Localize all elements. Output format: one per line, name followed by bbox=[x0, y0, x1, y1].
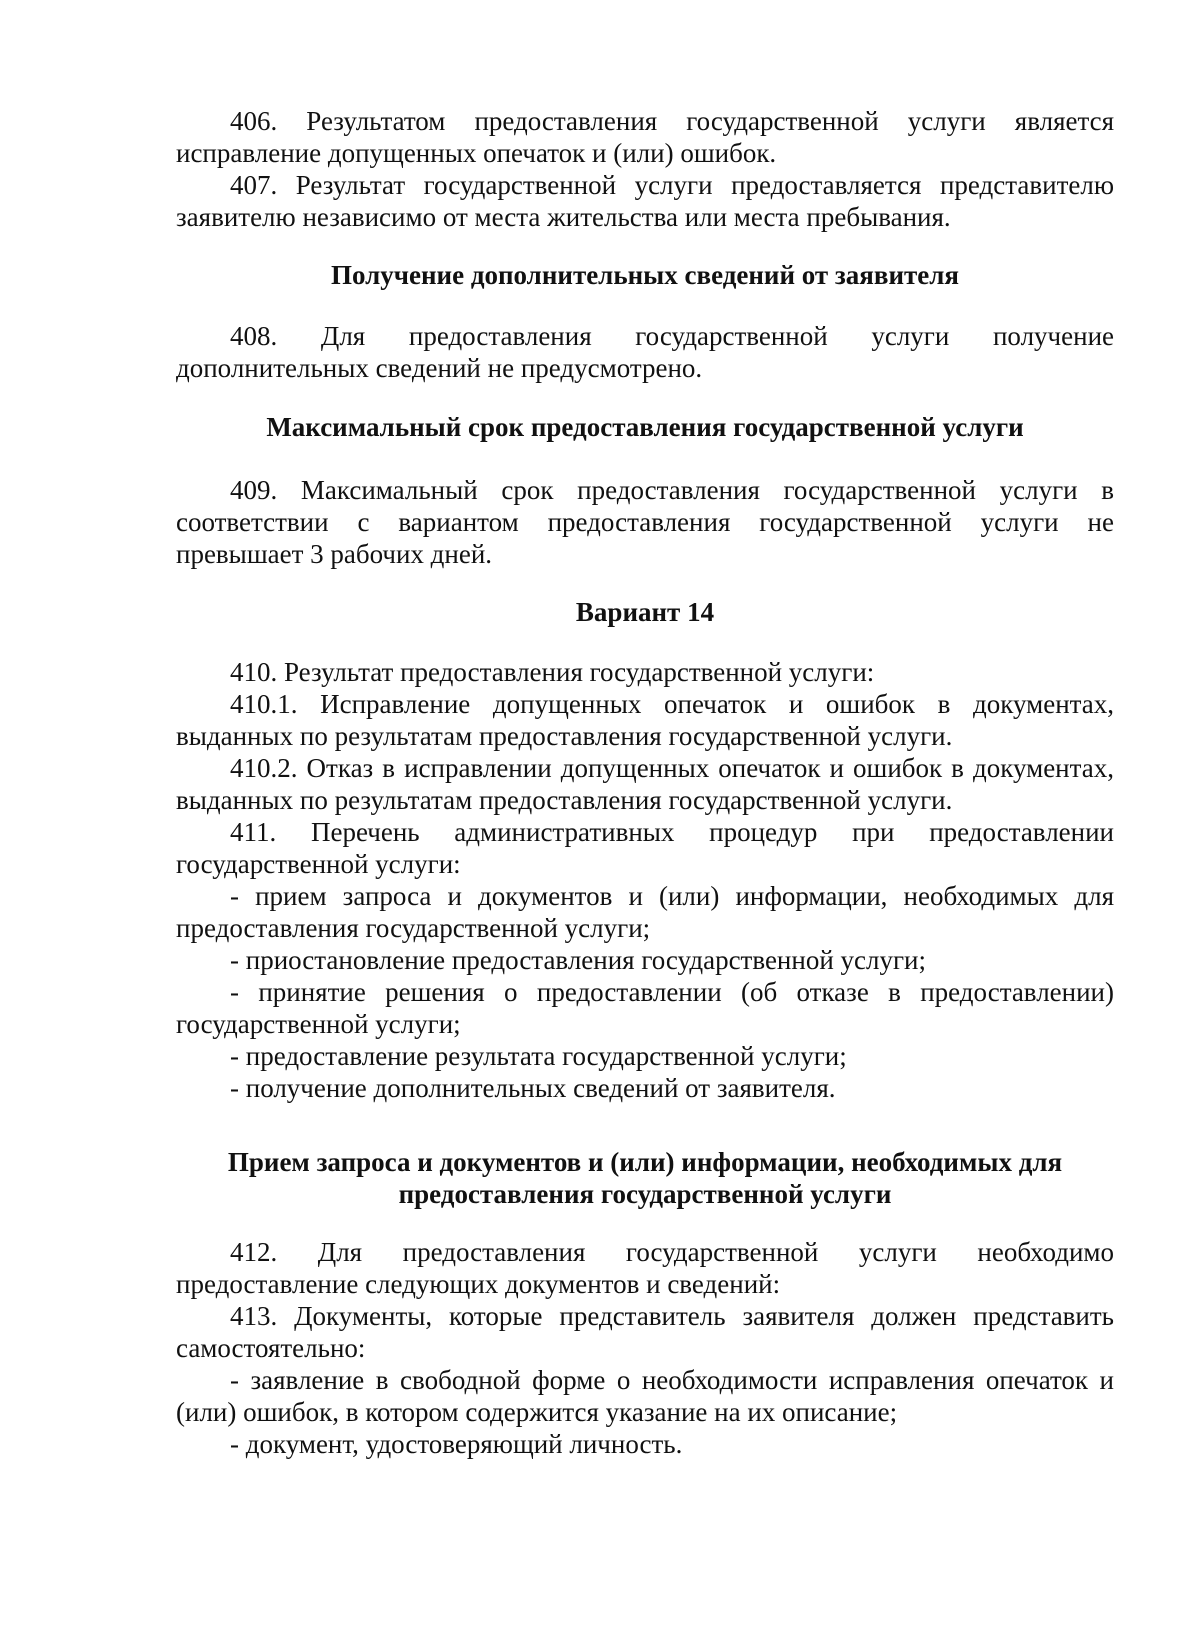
section-408 bbox=[176, 320, 1114, 384]
section-result bbox=[176, 105, 1114, 233]
paragraph-410: 410. Результат предоставления государственной услуги: bbox=[230, 657, 875, 687]
paragraph-407: 407. Результат государственной услуги предоставляется представителю заявителю независимо от места жительства или места пребывания. bbox=[176, 170, 1114, 232]
section-variant-heading bbox=[176, 596, 1114, 628]
paragraph-410-1: 410.1. Исправление допущенных опечаток и ошибок в документах, выданных по результатам предоставления государственной услуги. bbox=[176, 689, 1114, 751]
list-item: - прием запроса и документов и (или) информации, необходимых для предоставления государственной услуги; bbox=[176, 881, 1114, 943]
heading-reception: Прием запроса и документов и (или) информации, необходимых для предоставления государственной услуги bbox=[227, 1147, 1063, 1209]
section-reception-heading bbox=[176, 1146, 1114, 1210]
list-item: - заявление в свободной форме о необходимости исправления опечаток и (или) ошибок, в котором содержится указание на их описание; bbox=[176, 1365, 1114, 1427]
paragraph-413: 413. Документы, которые представитель заявителя должен представить самостоятельно: bbox=[176, 1301, 1114, 1363]
section-max-term-heading bbox=[176, 411, 1114, 443]
heading-max-term: Максимальный срок предоставления государственной услуги bbox=[266, 412, 1024, 442]
paragraph-408: 408. Для предоставления государственной услуги получение дополнительных сведений не предусмотрено. bbox=[176, 321, 1114, 383]
heading-variant: Вариант 14 bbox=[575, 597, 715, 627]
list-item: - получение дополнительных сведений от заявителя. bbox=[230, 1073, 836, 1103]
paragraph-410-2: 410.2. Отказ в исправлении допущенных опечаток и ошибок в документах, выданных по результатам предоставления государственной услуги. bbox=[176, 753, 1114, 815]
paragraph-409: 409. Максимальный срок предоставления государственной услуги в соответствии с вариантом предоставления государственной услуги не превышает 3 рабочих дней. bbox=[176, 475, 1114, 569]
list-item: - приостановление предоставления государственной услуги; bbox=[230, 945, 927, 975]
paragraph-411: 411. Перечень административных процедур при предоставлении государственной услуги: bbox=[176, 817, 1114, 879]
paragraph-406: 406. Результатом предоставления государственной услуги является исправление допущенных опечаток и (или) ошибок. bbox=[176, 106, 1114, 168]
section-reception-body bbox=[176, 1236, 1114, 1460]
section-409 bbox=[176, 474, 1114, 570]
list-item: - документ, удостоверяющий личность. bbox=[230, 1429, 683, 1459]
heading-additional-info: Получение дополнительных сведений от заявителя bbox=[330, 260, 960, 290]
list-item: - принятие решения о предоставлении (об отказе в предоставлении) государственной услуги; bbox=[176, 977, 1114, 1039]
section-variant-body bbox=[176, 656, 1114, 1104]
paragraph-412: 412. Для предоставления государственной услуги необходимо предоставление следующих документов и сведений: bbox=[176, 1237, 1114, 1299]
list-item: - предоставление результата государственной услуги; bbox=[230, 1041, 847, 1071]
section-additional-info bbox=[176, 259, 1114, 291]
